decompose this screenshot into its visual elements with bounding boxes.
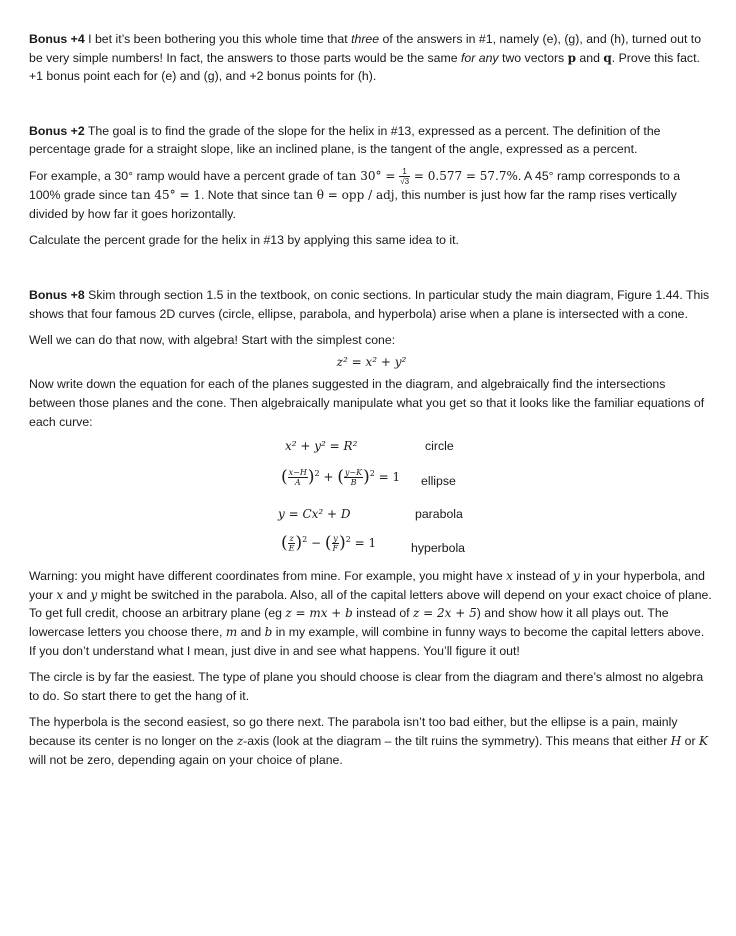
math-tan-theta: tan θ = opp / adj: [293, 188, 395, 203]
bonus-8-algebra: Well we can do that now, with algebra! Start with the simplest cone:: [29, 333, 396, 348]
math-tan30: tan 30° =: [336, 168, 400, 183]
bonus-2-calc: Calculate the percent grade for the helix in #13 by applying this same idea to it.: [29, 233, 459, 248]
hyperbola-equation: ( $\frac{z}{E}$ )$^2$ − ( $\frac{y}{F}$ )$^2$ = 1: [281, 533, 377, 554]
cone-equation: z² = x² + y²: [336, 354, 407, 369]
bonus-2-paragraph: Bonus +2 The goal is to find the grade of the slope for the helix in #13, expressed as a percent. The definition of the percentage grade for a straight slope, like an inclined plane, is the tangent of the angle, expressed as a percent.: [29, 123, 661, 157]
bonus-label: Bonus +4: [29, 32, 85, 46]
warning-paragraph: Warning: you might have different coordinates from mine. For example, you might have x instead of y in your hyperbola, and your x and y might be switched in the parabola. Also, all of the capital letters above will depend on your exact choice of plane. To get full credit, choose an arbitrary plane (eg z = mx + b instead of z = 2x + 5) and show how it all plays out. The lowercase letters you choose there, m and b in my example, will combine in funny ways to become the capital letters above. If you don’t understand what I mean, just dive in and see what happens. You’ll figure it out!: [29, 569, 712, 658]
ellipse-equation: ( $\frac{x-H}{A}$ )$^2$ + ( $\frac{y-K}{B}$ )$^2$ = 1: [281, 467, 401, 488]
hyperbola-note: The hyperbola is the second easiest, so go there next. The parabola isn’t too bad either, but the ellipse is a pain, mainly because its center is no longer on the z-axis (look at the diagram – the tilt ruins the symmetry). This means that either H or K will not be zero, depending again on your choice of plane.: [29, 715, 708, 767]
bonus-8-paragraph: Bonus +8 Skim through section 1.5 in the textbook, on conic sections. In particular study the main diagram, Figure 1.44. This shows that four famous 2D curves (circle, ellipse, parabola, and hyperbola) arise when a plane is intersected with a cone.: [29, 288, 710, 321]
vector-q: q: [603, 50, 612, 65]
circle-label: circle: [425, 439, 454, 454]
circle-note: The circle is by far the easiest. The type of plane you should choose is clear from the diagram and there’s almost no algebra to do. So start there to get the hang of it.: [29, 670, 704, 703]
bonus-label: Bonus +2: [29, 123, 85, 138]
math-tan45: tan 45° = 1: [130, 188, 201, 203]
parabola-equation: y = Cx² + D: [278, 507, 351, 522]
vector-p: p: [567, 50, 576, 65]
bonus-4-paragraph: Bonus +4 I bet it’s been bothering you this whole time that three of the answers in #1, namely (e), (g), and (h), turned out to be very simple numbers! In fact, the answers to those parts would be the same for any two vectors p and q. Prove this fact. +1 bonus point each for (e) and (g), and +2 bonus points for (h).: [29, 32, 702, 84]
hyperbola-label: hyperbola: [411, 541, 466, 556]
bonus-label: Bonus +8: [29, 288, 85, 302]
parabola-label: parabola: [415, 507, 463, 522]
document-page: [29, 30, 714, 769]
bonus-2-example: For example, a 30° ramp would have a percent grade of tan 30° = $\frac{1}{√3}$ = 0.577 = 57.7%. A 45° ramp corresponds to a 100% grade since tan 45° = 1. Note that since tan θ = opp / adj, this number is just how far the ramp rises vertically divided by how far it goes horizontally.: [29, 167, 681, 221]
bonus-8-planes: Now write down the equation for each of the planes suggested in the diagram, and algebraically find the intersections between those planes and the cone. Then algebraically manipulate what you get so that it looks like the familiar equations of each curve:: [29, 377, 705, 429]
fraction-one-over-root3: $\frac{1}{√3}$: [400, 167, 410, 187]
circle-equation: x² + y² = R²: [285, 439, 358, 454]
ellipse-label: ellipse: [421, 474, 456, 489]
curve-equations: [29, 435, 714, 563]
